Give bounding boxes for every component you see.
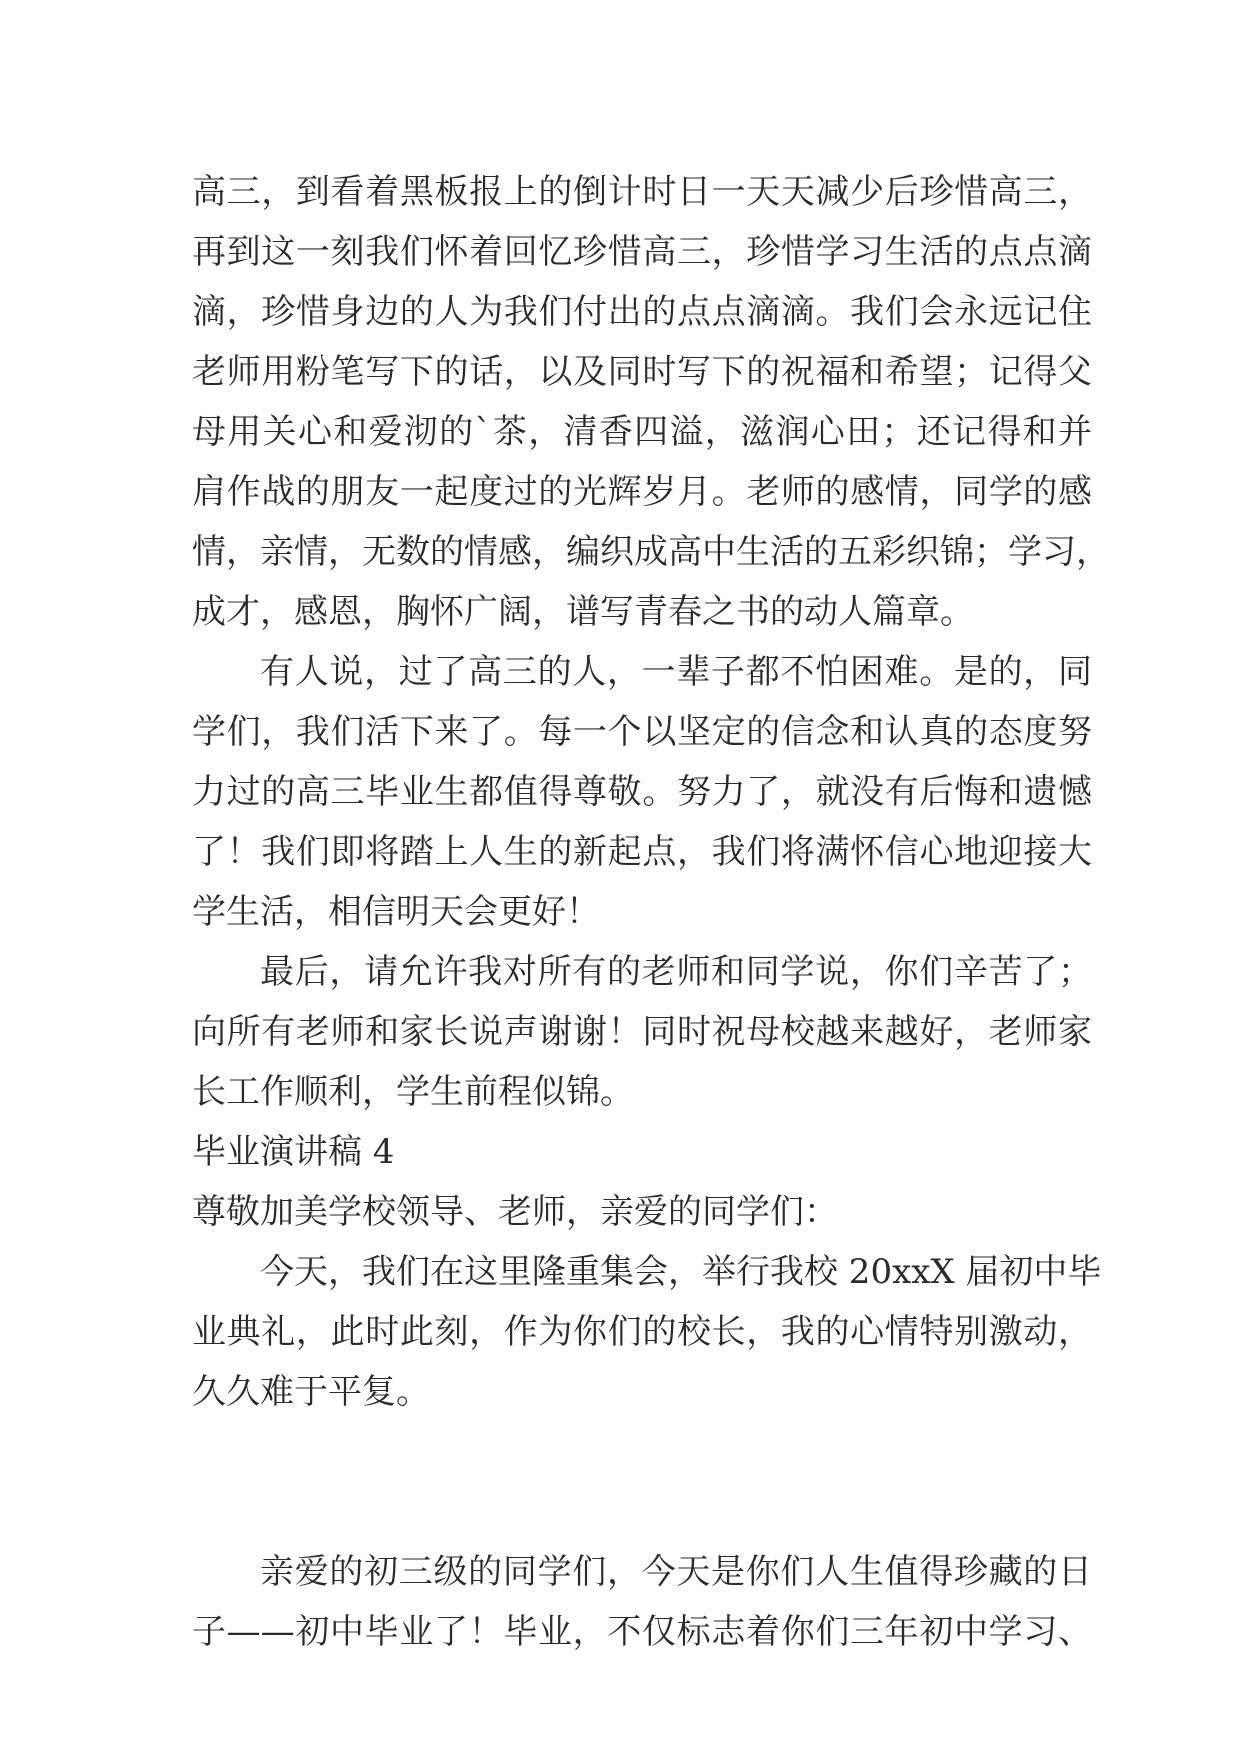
text-line: 最后，请允许我对所有的老师和同学说，你们辛苦了； [260, 952, 1092, 992]
paragraph-reflection [192, 162, 1110, 642]
blank-space [192, 1422, 1092, 1542]
salutation: 尊敬加美学校领导、老师，亲爱的同学们： [192, 1192, 838, 1232]
text-line: 学们，我们活下来了。每一个以坚定的信念和认真的态度努 [192, 712, 1092, 752]
text-line: 今天，我们在这里隆重集会，举行我校 20xxX 届初中毕 [260, 1252, 1102, 1292]
text-line: 成才，感恩，胸怀广阔，谱写青春之书的动人篇章。 [192, 592, 974, 632]
section-heading: 毕业演讲稿 4 [192, 1132, 395, 1172]
text-line: 肩作战的朋友一起度过的光辉岁月。老师的感情，同学的感 [192, 472, 1092, 512]
paragraph-ceremony [192, 1242, 1102, 1422]
text-line: 高三，到看着黑板报上的倒计时日一天天减少后珍惜高三， [192, 172, 1092, 212]
text-line: 老师用粉笔写下的话，以及同时写下的祝福和希望；记得父 [192, 352, 1092, 392]
text-line: 了！我们即将踏上人生的新起点，我们将满怀信心地迎接大 [192, 832, 1092, 872]
text-line: 情，亲情，无数的情感，编织成高中生活的五彩织锦；学习， [192, 532, 1110, 572]
document-body [192, 162, 1110, 1662]
text-line: 久久难于平复。 [192, 1372, 430, 1412]
text-line: 向所有老师和家长说声谢谢！同时祝母校越来越好，老师家 [192, 1012, 1092, 1052]
text-line: 亲爱的初三级的同学们，今天是你们人生值得珍藏的日 [260, 1552, 1092, 1592]
paragraph-graduation [192, 1542, 1092, 1662]
text-line: 力过的高三毕业生都值得尊敬。努力了，就没有后悔和遗憾 [192, 772, 1092, 812]
paragraph-thanks [192, 942, 1092, 1122]
text-line: 滴，珍惜身边的人为我们付出的点点滴滴。我们会永远记住 [192, 292, 1092, 332]
text-line: 子——初中毕业了！毕业，不仅标志着你们三年初中学习、 [192, 1612, 1092, 1652]
text-line: 长工作顺利，学生前程似锦。 [192, 1072, 634, 1112]
text-line: 再到这一刻我们怀着回忆珍惜高三，珍惜学习生活的点点滴 [192, 232, 1092, 272]
text-line: 母用关心和爱沏的`茶，清香四溢，滋润心田；还记得和并 [192, 412, 1092, 452]
text-line: 业典礼，此时此刻，作为你们的校长，我的心情特别激动， [192, 1312, 1092, 1352]
text-line: 有人说，过了高三的人，一辈子都不怕困难。是的，同 [260, 652, 1092, 692]
paragraph-perseverance [192, 642, 1092, 942]
text-line: 学生活，相信明天会更好！ [192, 892, 600, 932]
